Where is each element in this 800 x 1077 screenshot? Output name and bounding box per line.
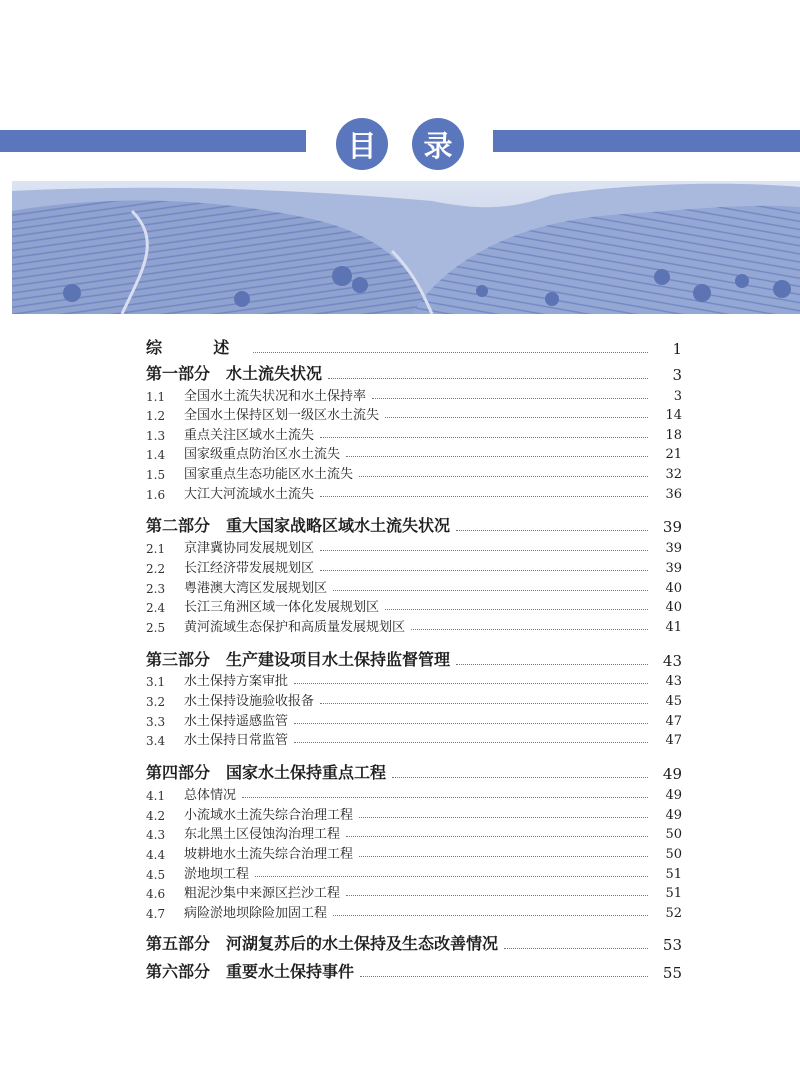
toc-entry-1-3[interactable]: 1.3 重点关注区域水土流失 18	[146, 428, 682, 443]
toc-entry-2-3[interactable]: 2.3 粤港澳大湾区发展规划区 40	[146, 581, 682, 596]
toc-entry-4-3[interactable]: 4.3 东北黑土区侵蚀沟治理工程 50	[146, 827, 682, 842]
dot-leader	[320, 550, 648, 551]
toc-entry-part2[interactable]: 第二部分 重大国家战略区域水土流失状况 39	[146, 516, 682, 536]
toc-entry-overview[interactable]: 综 述 1	[146, 338, 682, 358]
header-band-left	[0, 130, 306, 152]
dot-leader	[294, 683, 648, 684]
dot-leader	[333, 915, 648, 916]
toc-entry-1-1[interactable]: 1.1 全国水土流失状况和水土保持率 3	[146, 389, 682, 404]
toc-entry-2-1[interactable]: 2.1 京津冀协同发展规划区 39	[146, 541, 682, 556]
dot-leader	[255, 876, 648, 877]
toc-entry-1-6[interactable]: 1.6 大江大河流域水土流失 36	[146, 487, 682, 502]
dot-leader	[372, 398, 648, 399]
dot-leader	[320, 437, 648, 438]
toc-entry-1-2[interactable]: 1.2 全国水土保持区划一级区水土流失 14	[146, 408, 682, 423]
dot-leader	[328, 378, 648, 379]
dot-leader	[242, 797, 648, 798]
toc-entry-4-4[interactable]: 4.4 坡耕地水土流失综合治理工程 50	[146, 847, 682, 862]
toc-entry-part1[interactable]: 第一部分 水土流失状况 3	[146, 364, 682, 384]
title-char-2: 录	[412, 118, 464, 170]
toc-entry-3-1[interactable]: 3.1 水土保持方案审批 43	[146, 674, 682, 689]
dot-leader	[385, 417, 648, 418]
toc-entry-part5[interactable]: 第五部分 河湖复苏后的水土保持及生态改善情况 53	[146, 934, 682, 954]
dot-leader	[320, 496, 648, 497]
toc-entry-4-7[interactable]: 4.7 病险淤地坝除险加固工程 52	[146, 906, 682, 921]
toc-entry-1-4[interactable]: 1.4 国家级重点防治区水土流失 21	[146, 447, 682, 462]
dot-leader	[294, 742, 648, 743]
dot-leader	[253, 352, 648, 353]
toc-entry-part3[interactable]: 第三部分 生产建设项目水土保持监督管理 43	[146, 650, 682, 670]
toc-entry-4-5[interactable]: 4.5 淤地坝工程 51	[146, 867, 682, 882]
header-band-right	[493, 130, 800, 152]
dot-leader	[359, 476, 648, 477]
dot-leader	[346, 836, 648, 837]
dot-leader	[346, 895, 648, 896]
dot-leader	[320, 703, 648, 704]
dot-leader	[320, 570, 648, 571]
dot-leader	[333, 590, 648, 591]
terraced-hills-image	[12, 181, 800, 314]
toc-entry-4-1[interactable]: 4.1 总体情况 49	[146, 788, 682, 803]
dot-leader	[346, 456, 648, 457]
toc-entry-4-2[interactable]: 4.2 小流域水土流失综合治理工程 49	[146, 808, 682, 823]
dot-leader	[456, 530, 648, 531]
toc-entry-3-2[interactable]: 3.2 水土保持设施验收报备 45	[146, 694, 682, 709]
toc-entry-1-5[interactable]: 1.5 国家重点生态功能区水土流失 32	[146, 467, 682, 482]
toc-entry-2-5[interactable]: 2.5 黄河流域生态保护和高质量发展规划区 41	[146, 620, 682, 635]
dot-leader	[294, 723, 648, 724]
toc-entry-4-6[interactable]: 4.6 粗泥沙集中来源区拦沙工程 51	[146, 886, 682, 901]
dot-leader	[359, 856, 648, 857]
dot-leader	[411, 629, 648, 630]
dot-leader	[456, 664, 648, 665]
title-char-1: 目	[336, 118, 388, 170]
toc-entry-part4[interactable]: 第四部分 国家水土保持重点工程 49	[146, 763, 682, 783]
dot-leader	[385, 609, 648, 610]
toc-entry-2-4[interactable]: 2.4 长江三角洲区域一体化发展规划区 40	[146, 600, 682, 615]
toc-entry-3-4[interactable]: 3.4 水土保持日常监管 47	[146, 733, 682, 748]
dot-leader	[359, 817, 648, 818]
toc-entry-3-3[interactable]: 3.3 水土保持遥感监管 47	[146, 714, 682, 729]
dot-leader	[504, 948, 648, 949]
toc-entry-part6[interactable]: 第六部分 重要水土保持事件 55	[146, 962, 682, 982]
dot-leader	[392, 777, 648, 778]
dot-leader	[360, 976, 648, 977]
toc-entry-2-2[interactable]: 2.2 长江经济带发展规划区 39	[146, 561, 682, 576]
